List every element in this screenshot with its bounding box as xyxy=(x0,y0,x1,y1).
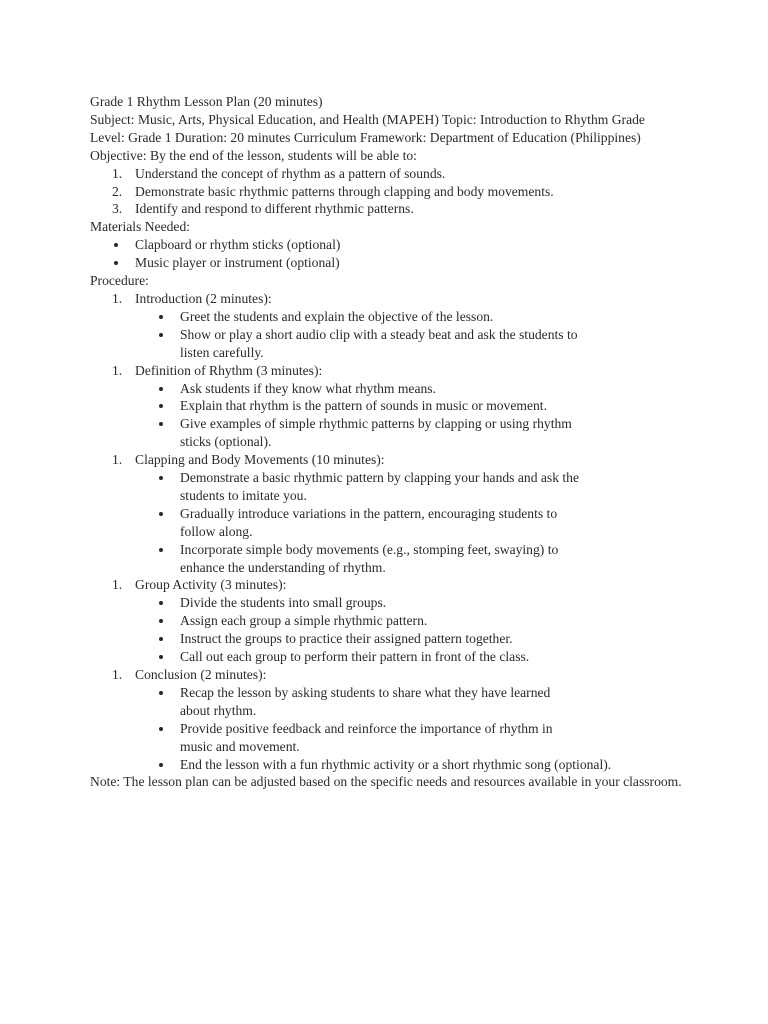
step-title xyxy=(90,362,690,380)
step-bullet-text: Divide the students into small groups. xyxy=(180,595,387,611)
list-item xyxy=(90,648,690,666)
list-item xyxy=(90,200,690,218)
step-title-text: Group Activity (3 minutes): xyxy=(135,577,287,593)
bullet-icon xyxy=(159,648,163,666)
step-bullet-text: Assign each group a simple rhythmic pattern. xyxy=(180,613,428,629)
list-item xyxy=(90,541,600,577)
objective-text: Understand the concept of rhythm as a pattern of sounds. xyxy=(135,165,446,181)
list-item xyxy=(90,612,690,630)
step-bullet-text: Provide positive feedback and reinforce the importance of rhythm in music and movement. xyxy=(180,720,553,754)
document-title: Grade 1 Rhythm Lesson Plan (20 minutes) xyxy=(90,94,323,109)
step-title xyxy=(90,576,690,594)
list-item xyxy=(90,254,690,272)
objective-text: Demonstrate basic rhythmic patterns through clapping and body movements. xyxy=(135,183,554,199)
subject-details: Subject: Music, Arts, Physical Education, and Health (MAPEH) Topic: Introduction to Rhythm Grade Level: Grade 1 Duration: 20 minutes Curriculum Framework: Department of Education (Philippines) xyxy=(90,111,645,145)
list-number: 1. xyxy=(112,165,123,181)
step-title-text: Introduction (2 minutes): xyxy=(135,290,272,306)
bullet-icon xyxy=(159,594,163,612)
step-title-text: Conclusion (2 minutes): xyxy=(135,667,267,682)
step-title xyxy=(90,290,690,308)
step-bullet-text: Give examples of simple rhythmic patterns by clapping or using rhythm sticks (optional). xyxy=(180,416,572,450)
objectives-list xyxy=(90,165,690,219)
step-title xyxy=(90,666,690,684)
bullet-icon xyxy=(159,469,163,487)
bullet-icon xyxy=(159,397,163,415)
list-item xyxy=(90,469,600,505)
materials-heading: Materials Needed: xyxy=(90,219,191,235)
step-bullet-text: Demonstrate a basic rhythmic pattern by clapping your hands and ask the students to imitate you. xyxy=(180,470,580,503)
list-number: 1. xyxy=(112,452,123,468)
lesson-plan-text xyxy=(90,93,690,791)
material-text: Clapboard or rhythm sticks (optional) xyxy=(135,237,341,253)
procedure-step xyxy=(90,576,690,666)
list-item xyxy=(90,594,690,612)
material-text: Music player or instrument (optional) xyxy=(135,255,340,271)
step-bullet-text: Show or play a short audio clip with a steady beat and ask the students to listen carefully. xyxy=(180,326,578,360)
step-bullet-text: Gradually introduce variations in the pattern, encouraging students to follow along. xyxy=(180,505,558,539)
step-bullet-text: End the lesson with a fun rhythmic activity or a short rhythmic song (optional). xyxy=(180,756,612,772)
objective-text: Identify and respond to different rhythmic patterns. xyxy=(135,201,414,217)
list-item xyxy=(90,415,580,451)
bullet-icon xyxy=(159,415,163,433)
list-item xyxy=(90,380,690,398)
bullet-icon xyxy=(159,756,163,774)
closing-note: Note: The lesson plan can be adjusted based on the specific needs and resources available in your classroom. xyxy=(90,774,682,790)
list-number: 1. xyxy=(112,290,123,306)
bullet-icon xyxy=(114,254,118,272)
list-item xyxy=(90,720,580,756)
list-item xyxy=(90,308,690,326)
bullet-icon xyxy=(159,308,163,326)
procedure-step xyxy=(90,290,690,362)
step-bullet-text: Ask students if they know what rhythm means. xyxy=(180,380,436,396)
step-title xyxy=(90,451,690,469)
bullet-icon xyxy=(159,505,163,523)
bullet-icon xyxy=(159,720,163,738)
procedure-heading: Procedure: xyxy=(90,273,149,289)
procedure-step xyxy=(90,666,690,773)
bullet-icon xyxy=(159,541,163,559)
list-item xyxy=(90,236,690,254)
bullet-icon xyxy=(159,630,163,648)
list-item xyxy=(90,684,560,720)
list-number: 1. xyxy=(112,362,123,378)
step-title-text: Clapping and Body Movements (10 minutes): xyxy=(135,452,385,468)
step-bullet-text: Call out each group to perform their pattern in front of the class. xyxy=(180,649,530,665)
step-bullet-text: Recap the lesson by asking students to share what they have learned about rhythm. xyxy=(180,684,551,718)
list-number: 1. xyxy=(112,577,123,593)
bullet-icon xyxy=(114,236,118,254)
bullet-icon xyxy=(159,684,163,702)
list-item xyxy=(90,505,560,541)
list-number: 1. xyxy=(112,667,123,682)
step-title-text: Definition of Rhythm (3 minutes): xyxy=(135,362,323,378)
step-bullet-text: Greet the students and explain the objective of the lesson. xyxy=(180,308,494,324)
list-item xyxy=(90,183,690,201)
step-bullet-text: Instruct the groups to practice their assigned pattern together. xyxy=(180,631,513,647)
step-bullet-text: Explain that rhythm is the pattern of sounds in music or movement. xyxy=(180,398,547,414)
list-item xyxy=(90,397,690,415)
bullet-icon xyxy=(159,612,163,630)
step-bullet-text: Incorporate simple body movements (e.g., stomping feet, swaying) to enhance the understanding of rhythm. xyxy=(180,541,559,575)
list-number: 3. xyxy=(112,201,123,217)
bullet-icon xyxy=(159,326,163,344)
procedure-step xyxy=(90,451,690,576)
materials-list xyxy=(90,236,690,272)
list-item xyxy=(90,165,690,183)
list-item xyxy=(90,326,580,362)
objective-intro: Objective: By the end of the lesson, students will be able to: xyxy=(90,147,417,163)
procedure-step xyxy=(90,362,690,452)
bullet-icon xyxy=(159,380,163,398)
list-item xyxy=(90,630,690,648)
list-item xyxy=(90,756,690,774)
list-number: 2. xyxy=(112,183,123,199)
